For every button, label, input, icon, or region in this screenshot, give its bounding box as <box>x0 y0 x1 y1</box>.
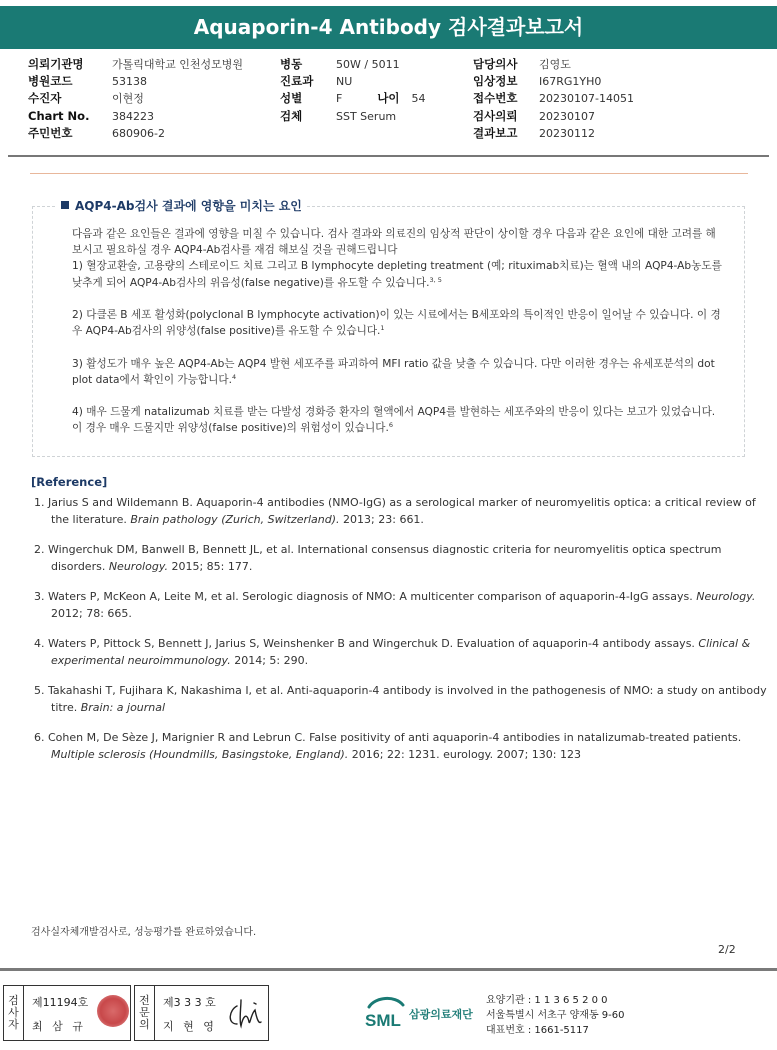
info-row <box>28 73 243 90</box>
vertical-label-char: 자 <box>8 1018 19 1031</box>
ref-journal: Neurology. <box>696 590 756 603</box>
info-row <box>280 108 426 125</box>
info-value: 20230112 <box>539 126 595 140</box>
validation-note: 검사실자체개발검사로, 성능평가를 완료하였습니다. <box>31 927 257 938</box>
factor-item-2: 2) 다클론 B 세포 활성화(polyclonal B lymphocyte activation)이 있는 시료에서는 B세포와의 특이적인 반응이 일어날 수 있습니다. 이 경우 AQP4-Ab검사의 위양성(false positive)를 유도할 수 있습니다. <box>72 309 721 338</box>
seal-stamp-icon <box>97 995 129 1027</box>
specialist-license: 제3 3 3 호 <box>163 996 216 1009</box>
info-label: 검사의뢰 <box>473 108 518 123</box>
info-label: 결과보고 <box>473 125 518 140</box>
reference-item <box>34 541 769 575</box>
citation-sup: 3, 5 <box>429 275 442 284</box>
factor-item-3-para <box>72 356 722 388</box>
ref-journal: Neurology. <box>108 560 168 573</box>
factor-item-4: 4) 매우 드물게 natalizumab 치료를 받는 다발성 경화증 환자의 혈액에서 AQP4를 발현하는 세포주와의 반응이 있다는 보고가 있었습니다. 이 경우 매우 드물지만 위양성(false positive)의 위험성이 있습니다. <box>72 406 716 435</box>
ref-journal: Clinical & experimental neuroimmunology. <box>51 637 751 667</box>
info-value: 20230107-14051 <box>539 92 634 106</box>
info-row <box>473 56 634 73</box>
specialist-signature-box <box>134 985 269 1041</box>
vertical-label-char: 문 <box>139 1006 150 1019</box>
institution-address <box>486 993 625 1038</box>
info-row <box>473 73 634 90</box>
examiner-license: 제11194호 <box>32 996 89 1009</box>
info-value: 50W / 5011 <box>336 58 400 71</box>
ref-text: 1. Jarius S and Wildemann B. Aquaporin-4 antibodies (NMO-IgG) as a serological marker of neuromyelitis optica: a critical review of the literature. <box>34 496 756 526</box>
info-label: 담당의사 <box>473 57 518 71</box>
info-label: 병동 <box>280 57 303 71</box>
report-title: Aquaporin-4 Antibody 검사결과보고서 <box>0 6 777 49</box>
age-label: 나이 <box>377 91 400 106</box>
reference-item <box>34 588 769 622</box>
info-value: 20230107 <box>539 109 595 123</box>
ref-text: 2. Wingerchuk DM, Banwell B, Bennett JL, et al. International consensus diagnostic criteria for neuromyelitis optica spectrum disorders. <box>34 543 722 573</box>
ref-tail: 2015; 85: 177. <box>167 560 253 573</box>
ref-text: 4. Waters P, Pittock S, Bennett J, Jarius S, Weinshenker B and Wingerchuk D. Evaluation of aquaporin-4 antibody assays. <box>34 637 699 650</box>
factors-intro: 다음과 같은 요인들은 결과에 영향을 미칠 수 있습니다. 검사 결과와 의료진의 임상적 판단이 상이할 경우 다음과 같은 요인에 대한 고려를 해 보시고 필요하실 경우 AQP4-Ab검사를 재검 해보실 것을 권해드립니다 <box>72 228 716 257</box>
examiner-signature-box <box>3 985 131 1041</box>
ref-tail: 2013; 23: 661. <box>339 513 424 526</box>
reference-item <box>34 635 769 669</box>
info-row <box>28 56 243 73</box>
ref-journal: Brain pathology (Zurich, Switzerland). <box>130 513 340 526</box>
info-label: Chart No. <box>28 108 90 123</box>
info-label: 검체 <box>280 108 303 123</box>
vertical-label-char: 검 <box>8 994 19 1007</box>
info-row <box>473 90 634 107</box>
foundation-name: 삼광의료재단 <box>409 1008 473 1021</box>
info-value: 이현정 <box>112 92 144 106</box>
ref-tail: 2016; 22: 1231. eurology. 2007; 130: 123 <box>348 748 581 761</box>
info-label: 병원코드 <box>28 74 73 89</box>
factors-text <box>72 226 722 453</box>
factor-item-4-para <box>72 404 722 436</box>
info-label: 진료과 <box>280 74 314 89</box>
factors-intro-item1 <box>72 226 722 291</box>
specialist-label <box>135 986 155 1040</box>
citation-sup: 6 <box>388 421 394 430</box>
info-label: 성별 <box>280 91 303 106</box>
ref-text: 6. Cohen M, De Sèze J, Marignier R and Lebrun C. False positivity of anti aquaporin-4 antibodies in natalizumab-treated patients. <box>34 731 742 744</box>
specialist-name: 지 현 영 <box>163 1020 217 1033</box>
page-number: 2/2 <box>718 943 736 956</box>
institution-code: 요양기관 : 1 1 3 6 5 2 0 0 <box>486 995 608 1006</box>
ref-tail: 2012; 78: 665. <box>51 607 132 620</box>
info-value: SST Serum <box>336 109 397 123</box>
age-value: 54 <box>411 92 426 106</box>
info-row <box>28 90 243 107</box>
citation-sup: 4 <box>231 372 237 381</box>
factor-item-1: 1) 혈장교환술, 고용량의 스테로이드 치료 그리고 B lymphocyte depleting treatment (예; rituximab치료)는 혈액 내의 AQP4-Ab농도를 낮추게 되어 AQP4-Ab검사의 위음성(false negative)를 유도할 수 있습니다. <box>72 260 722 289</box>
info-value: 가톨릭대학교 인천성모병원 <box>112 58 244 71</box>
vertical-label-char: 의 <box>139 1018 150 1031</box>
reference-list <box>34 494 769 776</box>
info-label: 접수번호 <box>473 91 518 106</box>
examiner-name: 최 삼 규 <box>32 1020 86 1033</box>
footer-divider <box>0 968 777 971</box>
factors-title-text: AQP4-Ab검사 결과에 영향을 미치는 요인 <box>75 199 302 213</box>
reference-item <box>34 494 769 528</box>
vertical-label-char: 사 <box>8 1006 19 1019</box>
info-row <box>28 108 243 125</box>
citation-sup: 1 <box>380 324 385 333</box>
svg-text:SML: SML <box>365 1011 401 1030</box>
info-row <box>280 73 426 90</box>
info-row <box>473 108 634 125</box>
info-label: 수진자 <box>28 91 62 106</box>
examiner-label <box>4 986 24 1040</box>
reference-item <box>34 682 769 716</box>
info-row <box>473 125 634 142</box>
ref-journal: Brain: a journal <box>80 701 166 714</box>
patient-info-col2 <box>280 56 426 125</box>
factor-item-2-para <box>72 307 722 339</box>
ref-text: 3. Waters P, McKeon A, Leite M, et al. Serologic diagnosis of NMO: A multicenter comparison of aquaporin-4-IgG assays. <box>34 590 697 603</box>
reference-item <box>34 729 769 763</box>
info-label: 의뢰기관명 <box>28 57 84 71</box>
institution-phone: 대표번호 : 1661-5117 <box>486 1025 589 1036</box>
info-label: 주민번호 <box>28 125 73 140</box>
info-label: 임상정보 <box>473 74 518 89</box>
info-value: NU <box>336 75 353 89</box>
info-row <box>28 125 243 142</box>
info-value: 김영도 <box>539 58 571 71</box>
institution-location: 서울특별시 서초구 양재동 9-60 <box>486 1010 625 1021</box>
handwritten-signature-icon <box>223 994 265 1032</box>
info-row <box>280 90 426 107</box>
info-value: 53138 <box>112 75 147 89</box>
header-divider <box>8 155 769 157</box>
section-divider <box>30 173 748 174</box>
ref-tail: 2014; 5: 290. <box>230 654 309 667</box>
factor-item-3: 3) 활성도가 매우 높은 AQP4-Ab는 AQP4 발현 세포주를 파괴하여 MFI ratio 값을 낮출 수 있습니다. 다만 이러한 경우는 유세포분석의 dot plot data에서 확인이 가능합니다. <box>72 357 715 386</box>
vertical-label-char: 전 <box>139 994 150 1007</box>
info-value: 384223 <box>112 109 154 123</box>
info-row <box>280 56 426 73</box>
info-value: I67RG1YH0 <box>539 75 602 89</box>
square-bullet-icon <box>61 201 69 209</box>
ref-journal: Multiple sclerosis (Houndmills, Basingstoke, England). <box>51 748 349 761</box>
info-value: F <box>336 92 343 106</box>
factors-title <box>57 197 306 214</box>
patient-info-col3 <box>473 56 634 142</box>
patient-info-col1 <box>28 56 243 142</box>
info-value: 680906-2 <box>112 126 165 140</box>
sml-logo-icon <box>365 993 407 1033</box>
reference-title: [Reference] <box>31 475 108 489</box>
ref-text: 5. Takahashi T, Fujihara K, Nakashima I, et al. Anti-aquaporin-4 antibody is involved in the pathogenesis of NMO: a study on antibody titre. <box>34 684 767 714</box>
